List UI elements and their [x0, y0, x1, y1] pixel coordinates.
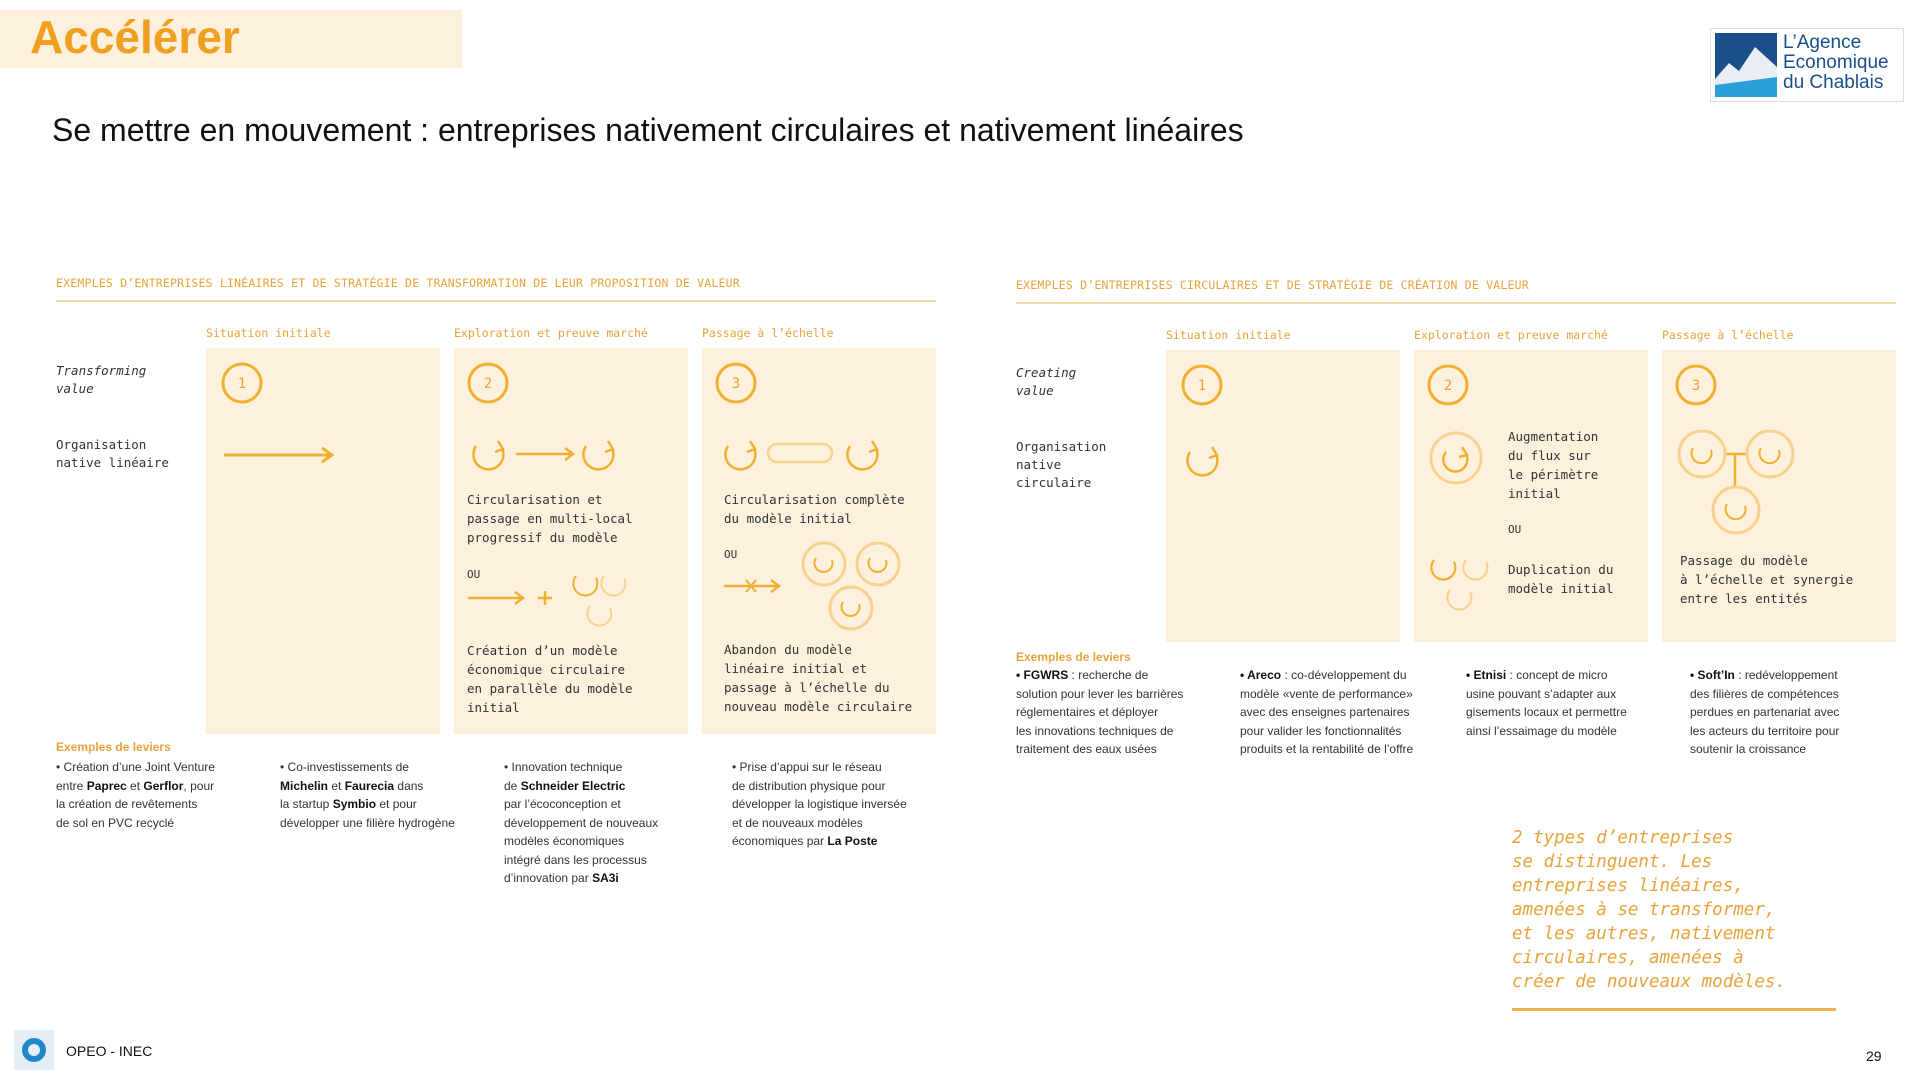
col-header-exploration: Exploration et preuve marché [454, 326, 648, 340]
col-bg-initial [206, 348, 440, 734]
footer-label: OPEO - INEC [66, 1043, 153, 1059]
row-label-transforming: Transforming value [56, 363, 147, 396]
lever-item: • Soft’In : redéveloppement des filières de compétences perdues en partenariat avec les acteurs du territoire pour soutenir la croissance [1690, 668, 1840, 756]
summary-quote: 2 types d’entreprises se distinguent. Les entreprises linéaires, amenées à se transformer, et les autres, nativement circulaires, amenées à créer de nouveaux modèles. [1512, 828, 1786, 992]
or-label: OU [467, 568, 481, 581]
cell-text-full-circularisation: Circularisation complète du modèle initial [724, 492, 905, 526]
mountain-logo-icon [1715, 33, 1777, 97]
duplication-icon [1428, 550, 1508, 620]
step-circle-1 [1180, 363, 1224, 407]
page-title: Accélérer [30, 11, 240, 63]
row-label-organisation: Organisation native linéaire [56, 437, 169, 470]
levers-title: Exemples de leviers [56, 740, 171, 754]
svg-text:3: 3 [1691, 378, 1701, 394]
left-panel-heading: EXEMPLES D’ENTREPRISES LINÉAIRES ET DE STRATÉGIE DE TRANSFORMATION DE LEUR PROPOSITION DE VALEUR [56, 276, 740, 290]
svg-text:2: 2 [1443, 378, 1453, 394]
parallel-model-icon [466, 566, 646, 636]
lever-item: • Création d’une Joint Venture entre Paprec et Gerflor, pour la création de revêtements de sol en PVC recyclé [56, 760, 215, 830]
row-label-creating: Creating value [1016, 365, 1077, 398]
lever-item: • Areco : co-développement du modèle «vente de performance» avec des enseignes partenaires pour valider les fonctionnalités produits et la rentabilité de l’offre [1240, 668, 1414, 756]
circular-to-circular-arrow-icon [468, 436, 628, 476]
col-header-scale: Passage à l’échelle [1662, 328, 1794, 342]
cell-text-scale-synergy: Passage du modèle à l’échelle et synergie entre les entités [1680, 553, 1854, 606]
right-panel-heading: EXEMPLES D’ENTREPRISES CIRCULAIRES ET DE STRATÉGIE DE CRÉATION DE VALEUR [1016, 278, 1529, 292]
flow-increase-icon [1428, 430, 1488, 490]
step-circle-2 [1426, 363, 1470, 407]
step-circle-3 [714, 361, 758, 405]
page-subtitle: Se mettre en mouvement : entreprises nativement circulaires et nativement linéaires [52, 112, 1244, 148]
linear-arrow-icon [222, 445, 342, 465]
cell-text-creation: Création d’un modèle économique circulaire en parallèle du modèle initial [467, 643, 633, 715]
svg-text:1: 1 [1197, 378, 1207, 394]
lever-item: • Etnisi : concept de micro usine pouvant s’adapter aux gisements locaux et permettre ainsi l’essaimage du modèle [1466, 668, 1627, 738]
abandon-and-scale-icon [722, 540, 922, 640]
lever-item: • FGWRS : recherche de solution pour lever les barrières réglementaires et déployer les innovations techniques de traitement des eaux usées [1016, 668, 1184, 756]
cell-text-abandon: Abandon du modèle linéaire initial et passage à l’échelle du nouveau modèle circulaire [724, 642, 913, 714]
agency-name: L’Agence Economique du Chablais [1783, 32, 1889, 93]
page-number: 29 [1866, 1048, 1882, 1064]
cell-text-circularisation: Circularisation et passage en multi-local progressif du modèle [467, 492, 633, 545]
opeo-logo-icon [14, 1030, 54, 1070]
col-header-initial: Situation initiale [206, 326, 331, 340]
cell-text-duplication: Duplication du modèle initial [1508, 562, 1614, 596]
quote-underline [1512, 1008, 1836, 1011]
or-label: OU [724, 548, 738, 561]
circular-loop-icon [1180, 438, 1224, 482]
svg-text:3: 3 [731, 376, 741, 392]
col-header-exploration: Exploration et preuve marché [1414, 328, 1608, 342]
lever-item: • Prise d’appui sur le réseau de distribution physique pour développer la logistique inversée et de nouveaux modèles économiques par La Poste [732, 760, 907, 848]
col-header-initial: Situation initiale [1166, 328, 1291, 342]
step-circle-2 [466, 361, 510, 405]
row-label-organisation: Organisation native circulaire [1016, 439, 1107, 490]
divider [56, 300, 936, 302]
scale-synergy-icon [1676, 428, 1806, 538]
col-header-scale: Passage à l’échelle [702, 326, 834, 340]
lever-item: • Innovation technique de Schneider Electric par l’écoconception et développement de nouveaux modèles économiques intégré dans les processus d’innovation par SA3i [504, 760, 659, 885]
divider [1016, 302, 1896, 304]
or-label: OU [1508, 523, 1522, 536]
agency-logo [1710, 28, 1904, 102]
step-circle-1 [220, 361, 264, 405]
svg-text:2: 2 [483, 376, 493, 392]
levers-title: Exemples de leviers [1016, 650, 1131, 664]
step-circle-3 [1674, 363, 1718, 407]
lever-item: • Co-investissements de Michelin et Faurecia dans la startup Symbio et pour développer une filière hydrogène [280, 760, 455, 830]
cell-text-flow-increase: Augmentation du flux sur le périmètre initial [1508, 429, 1599, 501]
complete-circularisation-icon [720, 434, 890, 476]
svg-text:1: 1 [237, 376, 247, 392]
